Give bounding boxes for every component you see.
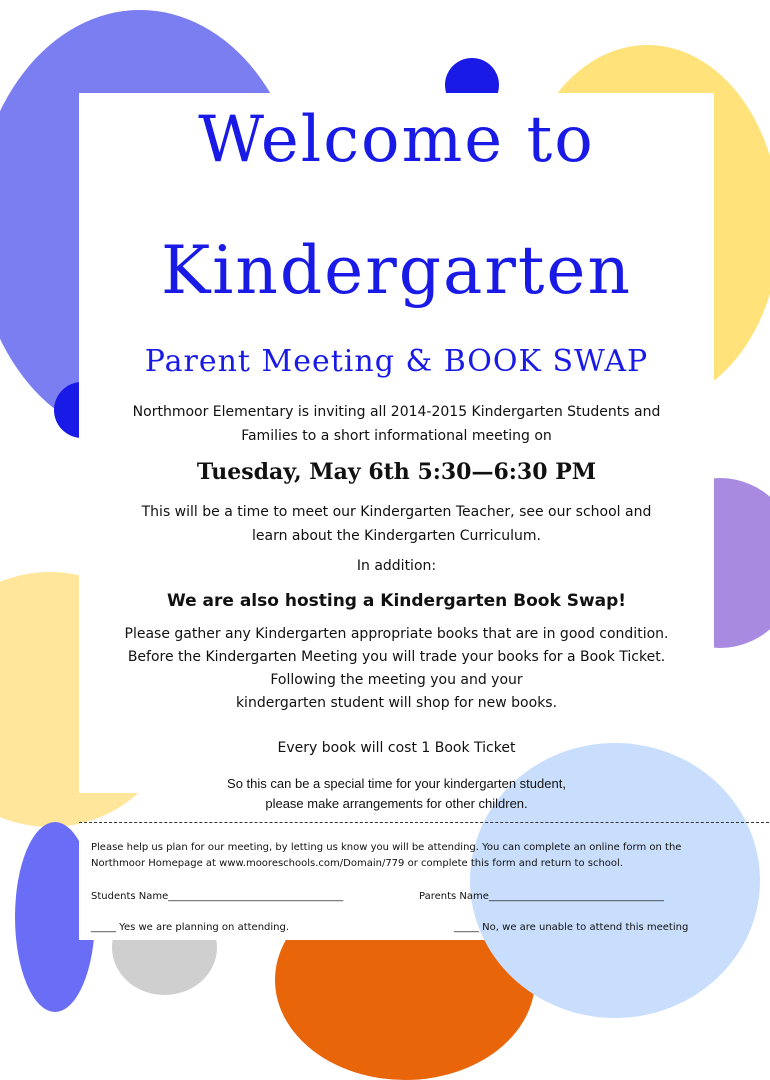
swap-line-2: Before the Kindergarten Meeting you will trade your books for a Book Ticket. (127, 649, 666, 665)
parent-name-field[interactable]: Parents Name___________________________________ (419, 891, 664, 902)
student-name-field[interactable]: Students Name___________________________________ (91, 891, 344, 902)
date-time: Tuesday, May 6th 5:30—6:30 PM (196, 459, 597, 485)
cut-line (79, 822, 769, 823)
rsvp-instructions-2: Northmoor Homepage at www.mooreschools.com/Domain/779 or complete this form and return to school. (91, 858, 624, 869)
cost-line: Every book will cost 1 Book Ticket (277, 740, 516, 756)
purpose-line-1: This will be a time to meet our Kindergarten Teacher, see our school and (141, 504, 652, 520)
title-kindergarten: Kindergarten (160, 232, 632, 309)
rsvp-instructions-1: Please help us plan for our meeting, by letting us know you will be attending. You can complete an online form on the (91, 842, 682, 853)
title-welcome: Welcome to (198, 103, 595, 177)
attending-no-option[interactable]: _____ No, we are unable to attend this meeting (454, 922, 689, 933)
invite-line-2: Families to a short informational meeting on (241, 428, 552, 444)
book-swap-heading: We are also hosting a Kindergarten Book Swap! (166, 591, 627, 611)
swap-line-3: Following the meeting you and your (270, 672, 523, 688)
purpose-line-2: learn about the Kindergarten Curriculum. (251, 528, 541, 544)
attending-yes-option[interactable]: _____ Yes we are planning on attending. (91, 922, 290, 933)
subtitle-parent-meeting: Parent Meeting & BOOK SWAP (144, 344, 649, 379)
in-addition: In addition: (356, 558, 437, 574)
note-line-2: please make arrangements for other children. (265, 796, 528, 811)
swap-line-4: kindergarten student will shop for new books. (235, 695, 558, 711)
swap-line-1: Please gather any Kindergarten appropriate books that are in good condition. (124, 626, 669, 642)
note-line-1: So this can be a special time for your kindergarten student, (227, 776, 566, 791)
invite-line-1: Northmoor Elementary is inviting all 2014-2015 Kindergarten Students and (132, 404, 661, 420)
